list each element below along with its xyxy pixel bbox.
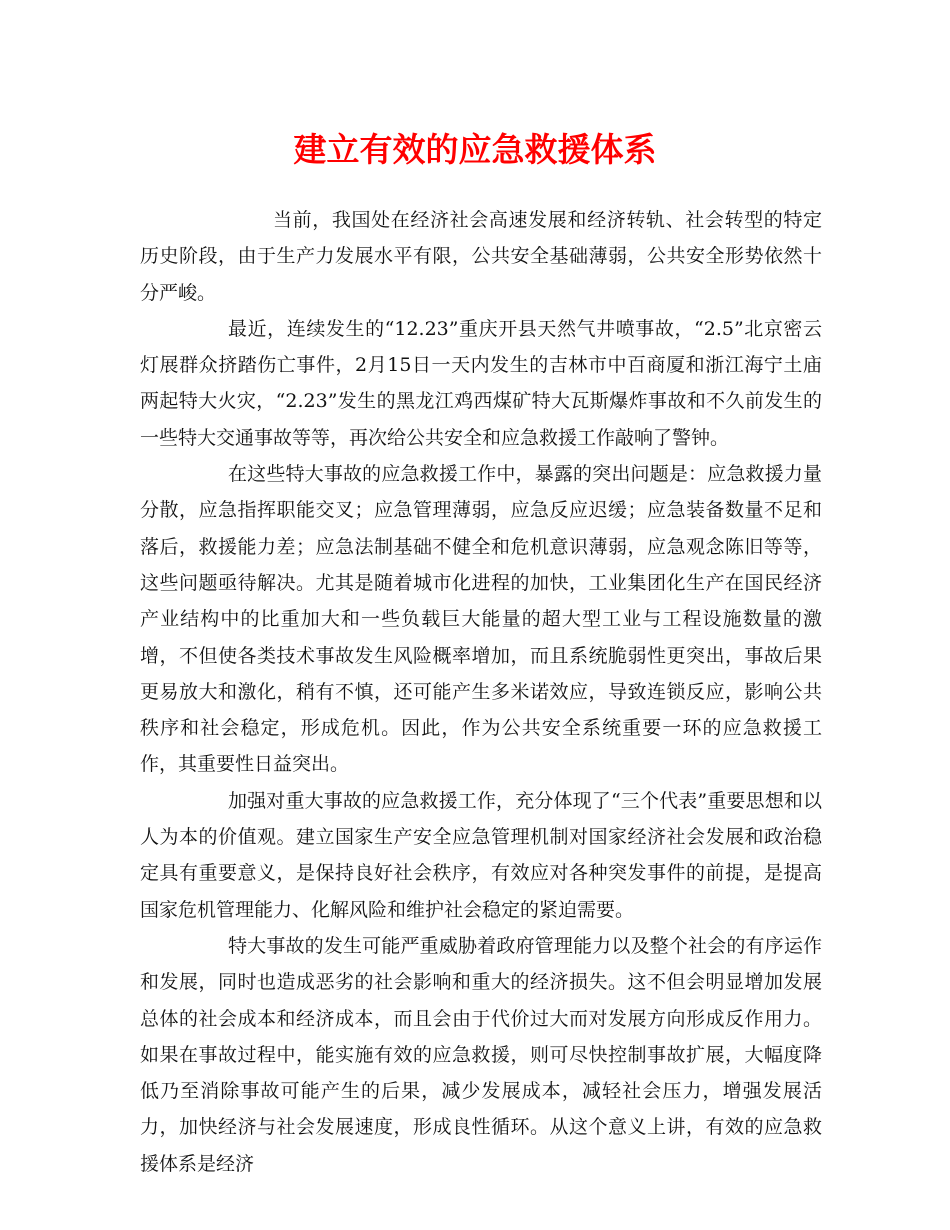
document-body xyxy=(140,202,822,1182)
paragraph-5: 特大事故的发生可能严重威胁着政府管理能力以及整个社会的有序运作和发展，同时也造成恶劣的社会影响和重大的经济损失。这不但会明显增加发展总体的社会成本和经济成本，而且会由于代价过大而对发展方向形成反作用力。如果在事故过程中，能实施有效的应急救援，则可尽快控制事故扩展，大幅度降低乃至消除事故可能产生的后果，减少发展成本，减轻社会压力，增强发展活力，加快经济与社会发展速度，形成良性循环。从这个意义上讲，有效的应急救援体系是经济 xyxy=(140,934,822,1175)
paragraph-4: 加强对重大事故的应急救援工作，充分体现了“三个代表”重要思想和以人为本的价值观。建立国家生产安全应急管理机制对国家经济社会发展和政治稳定具有重要意义，是保持良好社会秩序，有效应对各种突发事件的前提，是提高国家危机管理能力、化解风险和维护社会稳定的紧迫需要。 xyxy=(140,789,822,921)
document-title: 建立有效的应急救援体系 xyxy=(293,130,657,169)
paragraph-3: 在这些特大事故的应急救援工作中，暴露的突出问题是：应急救援力量分散，应急指挥职能交叉；应急管理薄弱，应急反应迟缓；应急装备数量不足和落后，救援能力差；应急法制基础不健全和危机意识薄弱，应急观念陈旧等等，这些问题亟待解决。尤其是随着城市化进程的加快，工业集团化生产在国民经济产业结构中的比重加大和一些负载巨大能量的超大型工业与工程设施数量的激增，不但使各类技术事故发生风险概率增加，而且系统脆弱性更突出，事故后果更易放大和激化，稍有不慎，还可能产生多米诺效应，导致连锁反应，影响公共秩序和社会稳定，形成危机。因此，作为公共安全系统重要一环的应急救援工作，其重要性日益突出。 xyxy=(140,463,822,776)
paragraph-1: 当前，我国处在经济社会高速发展和经济转轨、社会转型的特定历史阶段，由于生产力发展水平有限，公共安全基础薄弱，公共安全形势依然十分严峻。 xyxy=(140,209,822,304)
paragraph-2: 最近，连续发生的“12.23”重庆开县天然气井喷事故，“2.5”北京密云灯展群众挤踏伤亡事件，2月15日一天内发生的吉林市中百商厦和浙江海宁土庙两起特大火灾，“2.23”发生的黑龙江鸡西煤矿特大瓦斯爆炸事故和不久前发生的一些特大交通事故等等，再次给公共安全和应急救援工作敲响了警钟。 xyxy=(140,317,822,449)
